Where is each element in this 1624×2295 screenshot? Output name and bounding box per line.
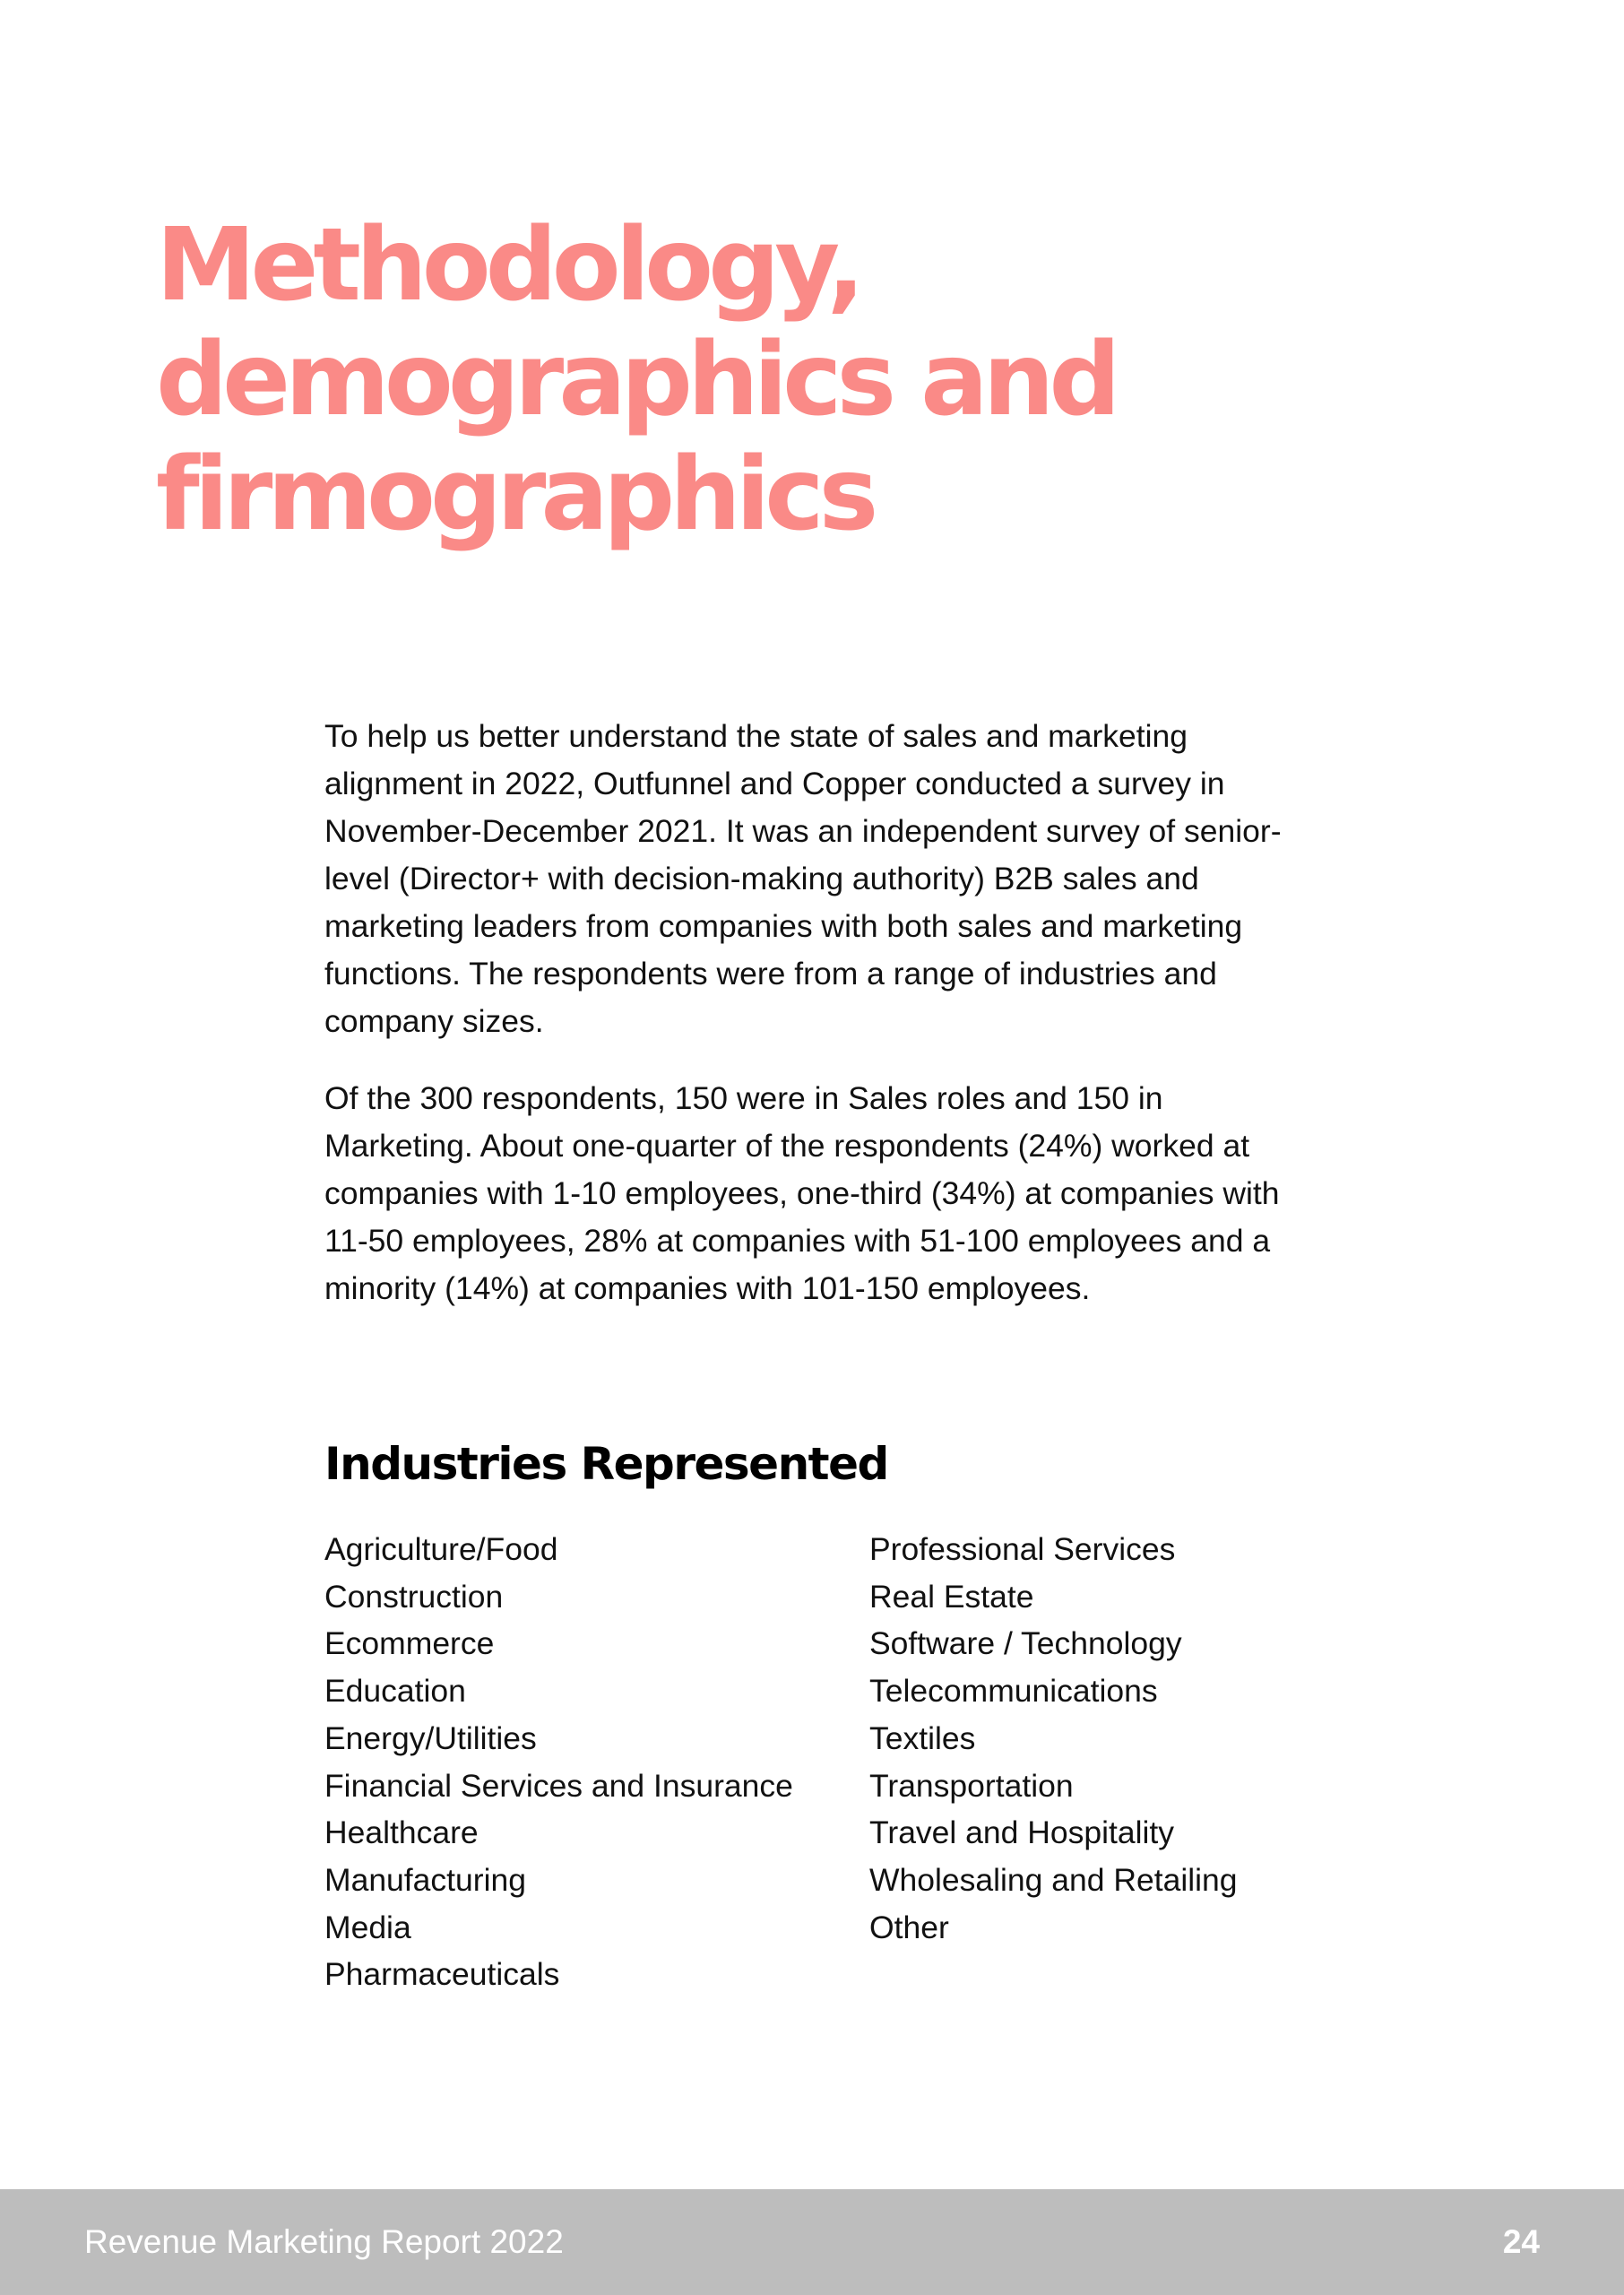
industry-item: Media <box>324 1909 411 1945</box>
industry-item: Telecommunications <box>869 1673 1158 1710</box>
industry-item: Textiles <box>869 1719 976 1756</box>
page-footer <box>0 2189 1624 2295</box>
industry-item: Ecommerce <box>324 1625 495 1662</box>
industry-item: Energy/Utilities <box>324 1719 537 1756</box>
industry-item: Professional Services <box>869 1531 1176 1567</box>
industry-item: Travel and Hospitality <box>869 1814 1175 1851</box>
page-number: 24 <box>1502 2223 1540 2260</box>
industries-list-left <box>324 1526 793 1998</box>
industry-item: Other <box>869 1909 949 1945</box>
industry-item: Software / Technology <box>869 1625 1182 1662</box>
industry-item: Transportation <box>869 1767 1074 1804</box>
industry-item: Agriculture/Food <box>324 1531 558 1567</box>
industry-item: Construction <box>324 1578 504 1615</box>
industry-item: Healthcare <box>324 1814 479 1851</box>
body-paragraph: Of the 300 respondents, 150 were in Sales roles and 150 in Marketing. About one-quarter of the respondents (24%) worked at companies with 1-10 employees, one-third (34%) at companies with 11-50 employees, 28% at companies with 51-100 employees and a minority (14%) at companies with 101-150 employees. <box>324 1080 1280 1306</box>
page-title-line: Methodology, <box>156 207 860 324</box>
industry-item: Education <box>324 1673 466 1710</box>
industry-item: Wholesaling and Retailing <box>869 1861 1238 1898</box>
industry-item: Pharmaceuticals <box>324 1956 560 1993</box>
body-paragraph: To help us better understand the state of sales and marketing alignment in 2022, Outfunnel and Copper conducted a survey in November-December 2021. It was an independent survey of senior-level (Director+ with decision-making authority) B2B sales and marketing leaders from companies with both sales and marketing functions. The respondents were from a range of industries and company sizes. <box>324 718 1282 1039</box>
page-title <box>156 208 1411 552</box>
methodology-body <box>324 713 1292 1342</box>
industry-item: Financial Services and Insurance <box>324 1767 793 1804</box>
industries-heading: Industries Represented <box>324 1438 888 1490</box>
footer-report-title: Revenue Marketing Report 2022 <box>84 2223 564 2260</box>
industry-item: Real Estate <box>869 1578 1034 1615</box>
industries-list-right <box>869 1526 1237 1951</box>
page-title-line: firmographics <box>156 437 874 553</box>
industry-item: Manufacturing <box>324 1861 526 1898</box>
page-title-line: demographics and <box>156 322 1116 438</box>
